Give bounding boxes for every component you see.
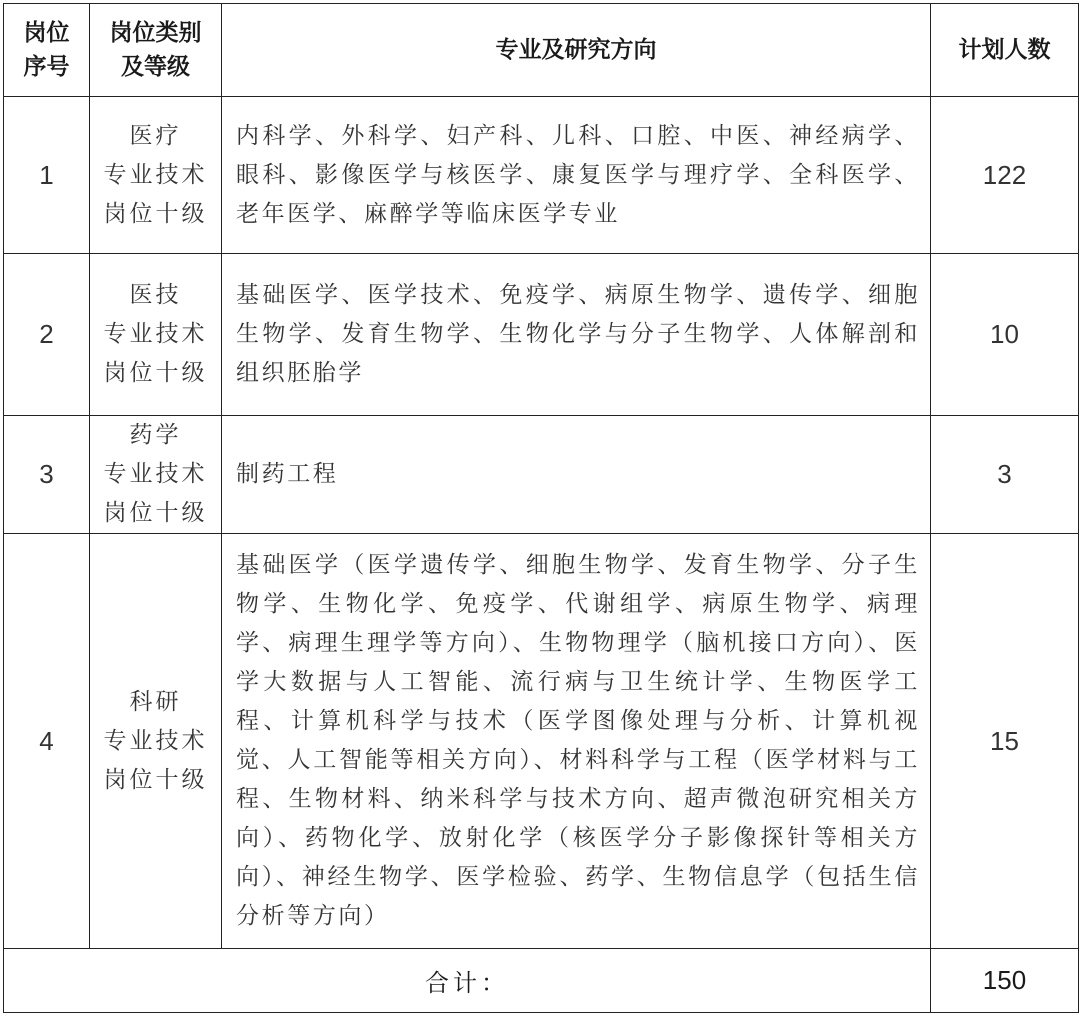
category-line: 岗位十级 [103,766,208,793]
row-category [90,534,222,949]
row-specialty: 基础医学（医学遗传学、细胞生物学、发育生物学、分子生物学、生物化学、免疫学、代谢组学、病原生物学、病理学、病理生理学等方向）、生物物理学（脑机接口方向）、医学大数据与人工智能、流行病与卫生统计学、生物医学工程、计算机科学与技术（医学图像处理与分析、计算机视觉、人工智能等相关方向）、材料科学与工程（医学材料与工程、生物材料、纳米科学与技术方向、超声微泡研究相关方向）、药物化学、放射化学（核医学分子影像探针等相关方向）、神经生物学、医学检验、药学、生物信息学（包括生信分析等方向） [222,534,931,949]
table-row [4,254,1079,416]
header-row [4,4,1079,97]
category-line: 岗位十级 [103,360,208,386]
row-category [90,416,222,534]
row-seq: 1 [4,97,90,254]
table-row [4,416,1079,534]
category-line: 医技 [129,282,182,308]
row-plan: 3 [931,416,1079,534]
recruitment-table [3,3,1079,1013]
row-specialty: 内科学、外科学、妇产科、儿科、口腔、中医、神经病学、眼科、影像医学与核医学、康复医学与理疗学、全科医学、老年医学、麻醉学等临床医学专业 [222,97,931,254]
category-line: 科研 [129,688,182,715]
header-category-line2: 及等级 [121,54,190,80]
header-plan: 计划人数 [931,4,1079,97]
category-line: 专业技术 [103,461,208,487]
header-seq-line2: 序号 [23,54,70,80]
row-seq: 4 [4,534,90,949]
category-line: 岗位十级 [103,200,208,227]
header-seq-line1: 岗位 [23,20,70,46]
header-seq [4,4,90,97]
row-specialty: 基础医学、医学技术、免疫学、病原生物学、遗传学、细胞生物学、发育生物学、生物化学与分子生物学、人体解剖和组织胚胎学 [222,254,931,416]
category-line: 专业技术 [103,161,208,188]
category-line: 药学 [129,422,182,448]
header-category [90,4,222,97]
row-plan: 122 [931,97,1079,254]
total-value: 150 [931,949,1079,1013]
category-line: 岗位十级 [103,500,208,526]
category-line: 医疗 [129,122,182,149]
row-plan: 10 [931,254,1079,416]
table-row [4,534,1079,949]
row-plan: 15 [931,534,1079,949]
row-seq: 2 [4,254,90,416]
total-label: 合计： [4,949,931,1013]
row-category [90,254,222,416]
header-specialty: 专业及研究方向 [222,4,931,97]
category-line: 专业技术 [103,727,208,754]
row-category [90,97,222,254]
category-line: 专业技术 [103,321,208,347]
table-row [4,97,1079,254]
header-category-line1: 岗位类别 [109,20,202,46]
total-row [4,949,1079,1013]
row-seq: 3 [4,416,90,534]
row-specialty: 制药工程 [222,416,931,534]
